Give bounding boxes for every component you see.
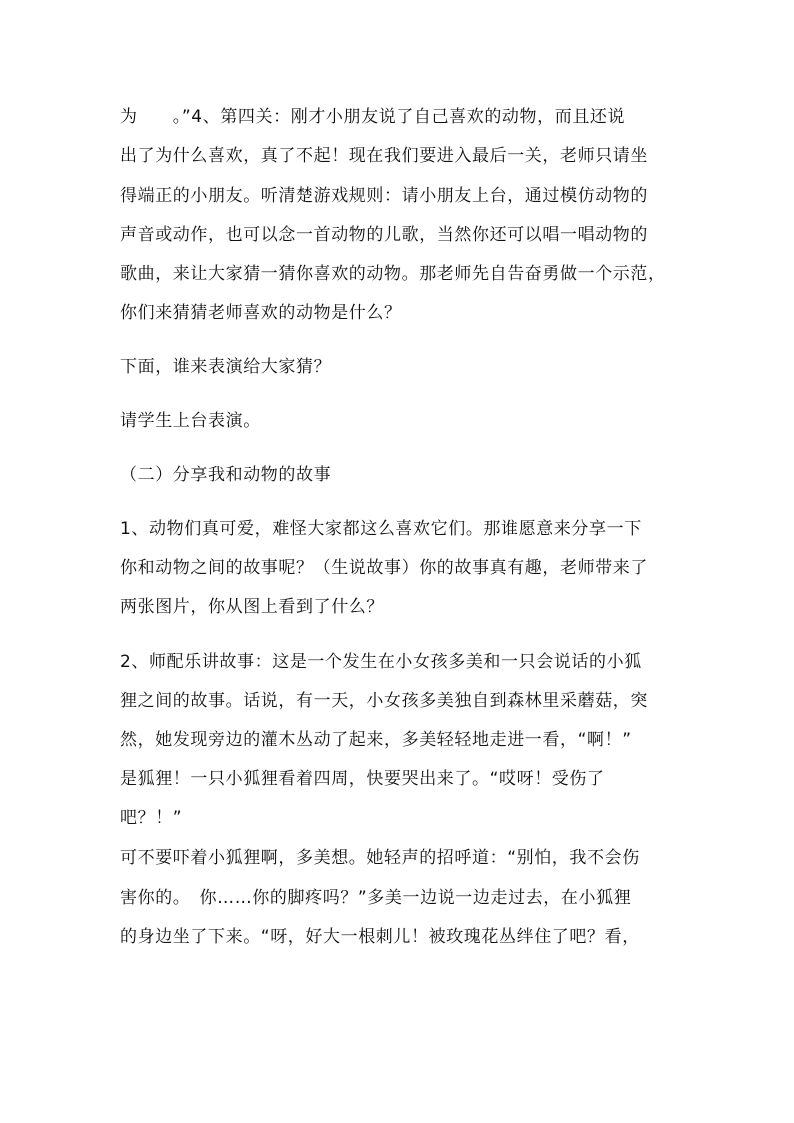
text-line: 的身边坐了下来。“呀，好大一根刺儿！被玫瑰花丛绊住了吧？看，: [120, 927, 640, 947]
text-line: 两张图片，你从图上看到了什么？: [120, 597, 384, 617]
text-line: 吧？！”: [120, 808, 183, 828]
text-line: 害你的。 你……你的脚疼吗？”多美一边说一边走过去，在小狐狸: [120, 888, 632, 908]
text-line: 你们来猜猜老师喜欢的动物是什么？: [120, 303, 402, 323]
text-line: 你和动物之间的故事呢？（生说故事）你的故事真有趣，老师带来了: [120, 558, 648, 578]
text-line: 歌曲，来让大家猜一猜你喜欢的动物。那老师先自告奋勇做一个示范，: [120, 264, 666, 284]
text-line: 请学生上台表演。: [120, 411, 261, 431]
text-line: 可不要吓着小狐狸啊，多美想。她轻声的招呼道：“别怕，我不会伤: [120, 848, 640, 868]
text-line: 得端正的小朋友。听清楚游戏规则：请小朋友上台，通过模仿动物的: [120, 186, 648, 206]
text-line: 然，她发现旁边的灌木丛动了起来，多美轻轻地走进一看，“啊！”: [120, 730, 632, 750]
text-line: 出了为什么喜欢，真了不起！现在我们要进入最后一关，老师只请坐: [120, 146, 648, 166]
text-line: 下面，谁来表演给大家猜？: [120, 357, 332, 377]
section-heading: （二）分享我和动物的故事: [120, 465, 332, 485]
text-line: 1、动物们真可爱，难怪大家都这么喜欢它们。那谁愿意来分享一下: [120, 519, 642, 539]
text-line: 是狐狸！一只小狐狸看着四周，快要哭出来了。“哎呀！受伤了: [120, 769, 605, 789]
text-line: 2、师配乐讲故事：这是一个发生在小女孩多美和一只会说话的小狐: [120, 652, 642, 672]
text-line: 狸之间的故事。话说，有一天，小女孩多美独自到森林里采蘑菇，突: [120, 691, 648, 711]
text-line: 声音或动作，也可以念一首动物的儿歌，当然你还可以唱一唱动物的: [120, 225, 648, 245]
text-line: 为 。”4、第四关：刚才小朋友说了自己喜欢的动物，而且还说: [120, 107, 626, 127]
